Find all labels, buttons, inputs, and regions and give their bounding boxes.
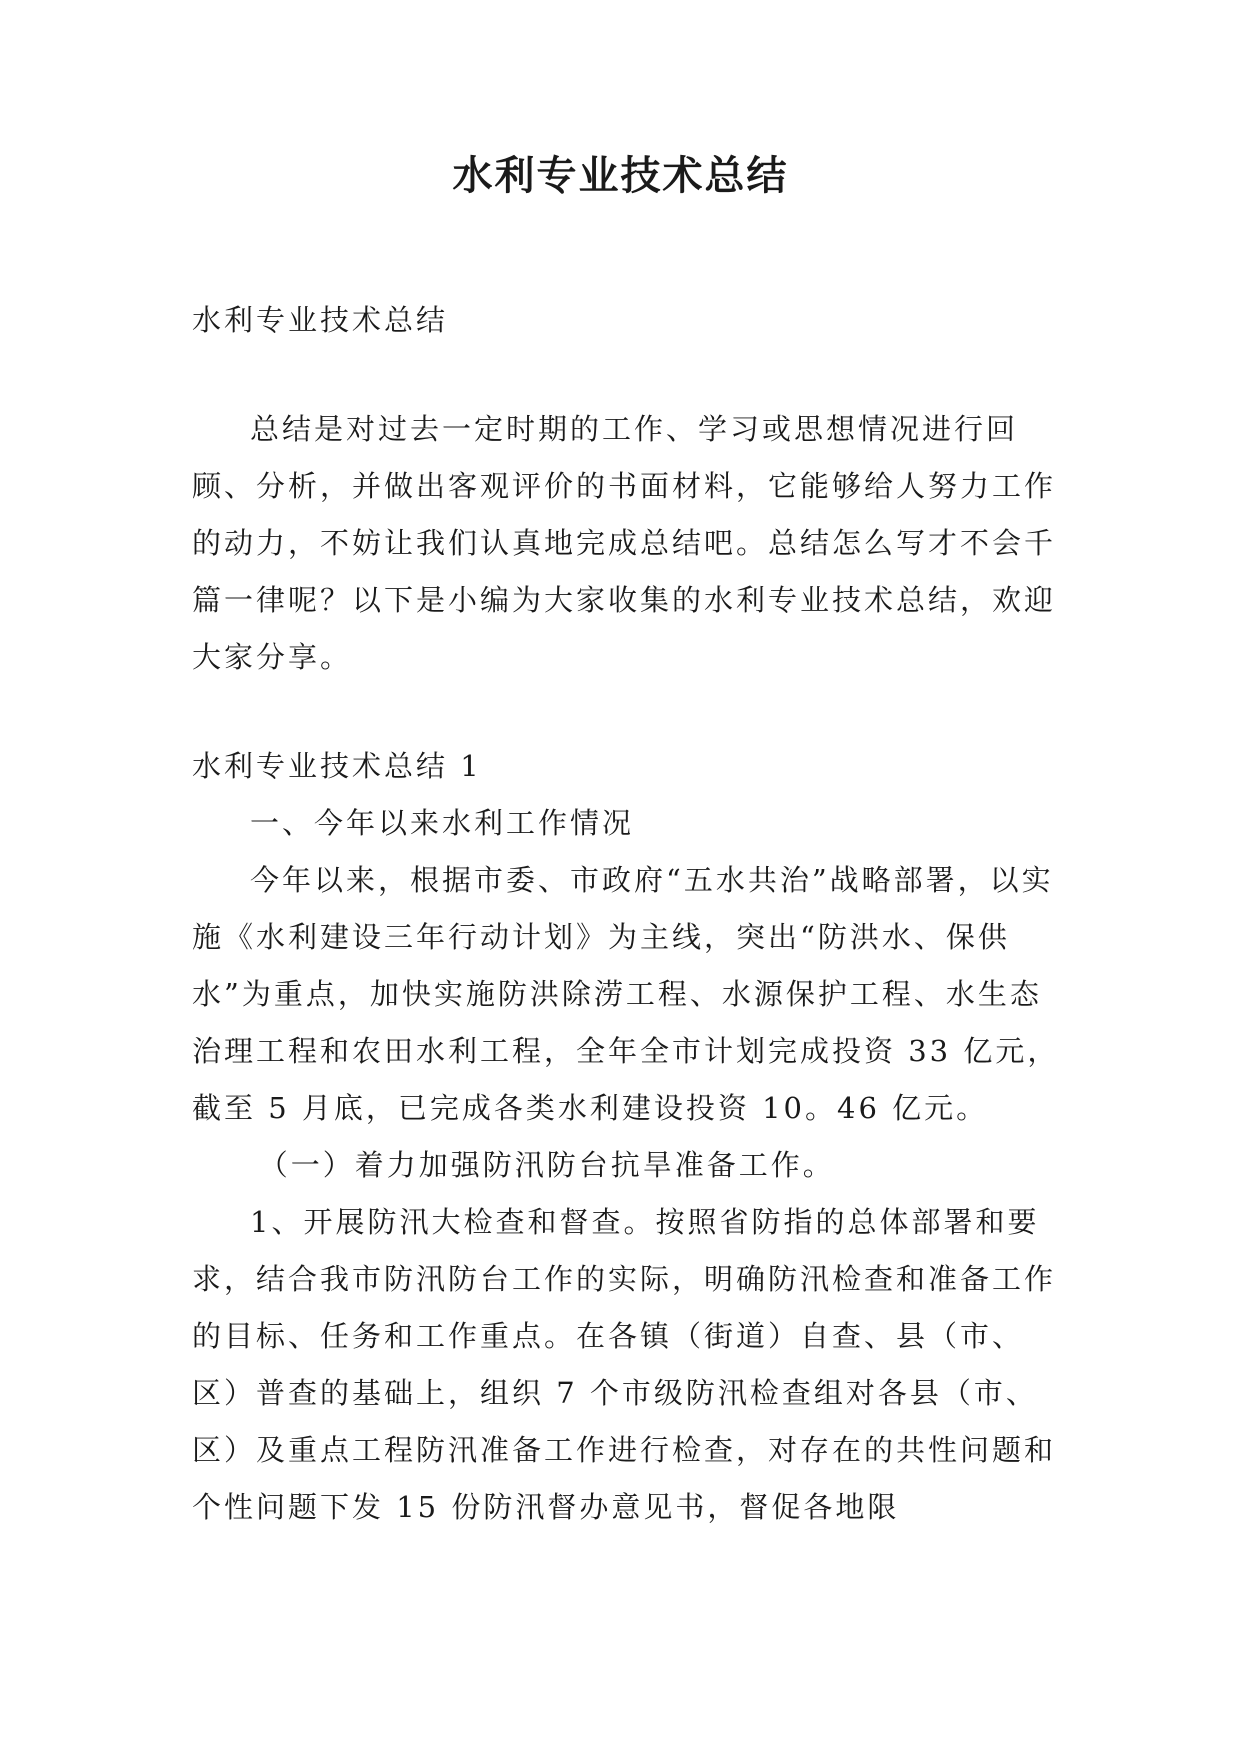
intro-paragraph: 总结是对过去一定时期的工作、学习或思想情况进行回顾、分析，并做出客观评价的书面材料，它能够给人努力工作的动力，不妨让我们认真地完成总结吧。总结怎么写才不会千篇一律呢？以下是小编为大家收集的水利专业技术总结，欢迎大家分享。 (192, 412, 1057, 674)
document-title: 水利专业技术总结 (452, 152, 789, 199)
document-subtitle: 水利专业技术总结 (192, 303, 449, 337)
part-heading: 一、今年以来水利工作情况 (250, 806, 635, 840)
body-paragraph: 今年以来，根据市委、市政府“五水共治”战略部署，以实施《水利建设三年行动计划》为主线，突出“防洪水、保供水”为重点，加快实施防洪除涝工程、水源保护工程、水生态治理工程和农田水利工程，全年全市计划完成投资 33 亿元，截至 5 月底，已完成各类水利建设投资 10。46 亿元。 (192, 863, 1060, 1125)
document-body (192, 292, 1072, 1536)
sub-heading: （一）着力加强防汛防台抗旱准备工作。 (258, 1148, 835, 1182)
list-item: 1、开展防汛大检查和督查。按照省防指的总体部署和要求，结合我市防汛防台工作的实际，明确防汛检查和准备工作的目标、任务和工作重点。在各镇（街道）自查、县（市、区）普查的基础上，组织 7 个市级防汛检查组对各县（市、区）及重点工程防汛准备工作进行检查，对存在的共性问题和个性问题下发 15 份防汛督办意见书，督促各地限 (192, 1205, 1057, 1524)
section-heading: 水利专业技术总结 1 (192, 749, 482, 783)
